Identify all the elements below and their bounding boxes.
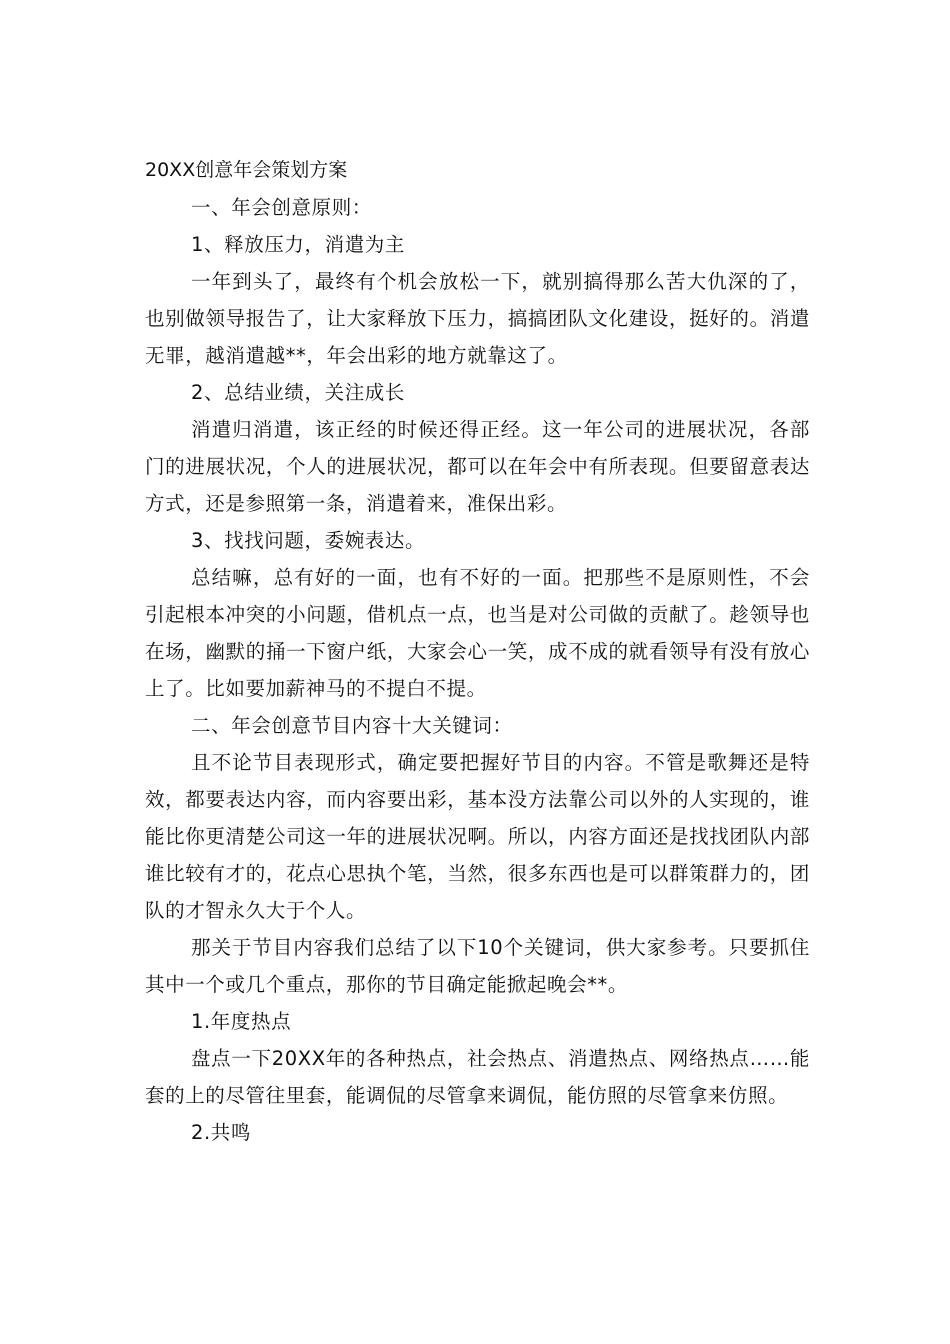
body-paragraph: 且不论节目表现形式，确定要把握好节目的内容。不管是歌舞还是特效，都要表达内容，而内容要出彩，基本没方法靠公司以外的人实现的，谁能比你更清楚公司这一年的进展状况啊。所以，内容方面还是找找团队内部谁比较有才的，花点心思执个笔，当然，很多东西也是可以群策群力的，团队的才智永久大于个人。 (145, 751, 810, 922)
body-paragraph: 那关于节目内容我们总结了以下10个关键词，供大家参考。只要抓住其中一个或几个重点，那你的节目确定能掀起晚会**。 (145, 936, 810, 996)
section-heading: 2、总结业绩，关注成长 (191, 381, 406, 404)
section-heading: 二、年会创意节目内容十大关键词： (191, 714, 513, 737)
section-heading: 2.共鸣 (191, 1121, 252, 1144)
body-paragraph: 一年到头了，最终有个机会放松一下，就别搞得那么苦大仇深的了，也别做领导报告了，让大家释放下压力，搞搞团队文化建设，挺好的。消遣无罪，越消遣越**，年会出彩的地方就靠这了。 (145, 270, 810, 367)
section-heading: 3、找找问题，委婉表达。 (191, 529, 426, 552)
document-body (145, 152, 810, 1151)
document-blocks (145, 189, 810, 1151)
document-title: 20XX创意年会策划方案 (145, 159, 348, 181)
body-paragraph: 总结嘛，总有好的一面，也有不好的一面。把那些不是原则性，不会引起根本冲突的小问题，借机点一点，也当是对公司做的贡献了。趁领导也在场，幽默的捅一下窗户纸，大家会心一笑，成不成的就看领导有没有放心上了。比如要加薪神马的不提白不提。 (145, 566, 810, 700)
section-heading: 1.年度热点 (191, 1010, 292, 1033)
body-paragraph: 消遣归消遣，该正经的时候还得正经。这一年公司的进展状况，各部门的进展状况，个人的进展状况，都可以在年会中有所表现。但要留意表达方式，还是参照第一条，消遣着来，准保出彩。 (145, 418, 810, 515)
section-heading: 1、释放压力，消遣为主 (191, 233, 406, 256)
body-paragraph: 盘点一下20XX年的各种热点，社会热点、消遣热点、网络热点……能套的上的尽管往里套，能调侃的尽管拿来调侃，能仿照的尽管拿来仿照。 (145, 1047, 810, 1107)
section-heading: 一、年会创意原则： (191, 196, 372, 219)
